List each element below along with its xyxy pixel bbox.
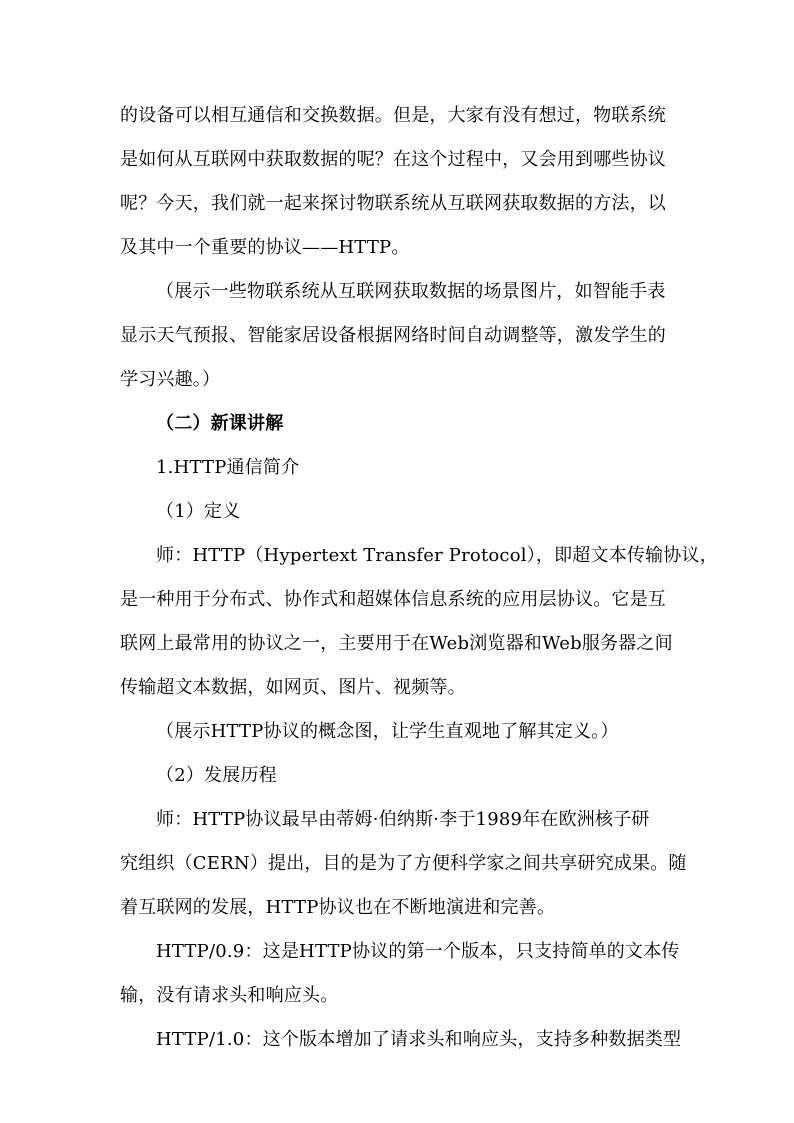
definition-title: （1）定义: [156, 501, 241, 522]
subsection-title: 1.HTTP通信简介: [156, 457, 300, 478]
intro-line-4: 及其中一个重要的协议——HTTP。: [120, 237, 410, 258]
note2-line: （展示HTTP协议的概念图，让学生直观地了解其定义。）: [156, 721, 619, 742]
history-line-3: 着互联网的发展，HTTP协议也在不断地演进和完善。: [120, 897, 556, 918]
note1-line-3: 学习兴趣。）: [120, 369, 221, 390]
http10-line-1: HTTP/1.0：这个版本增加了请求头和响应头，支持多种数据类型: [156, 1029, 682, 1050]
section-heading: （二）新课讲解: [156, 413, 284, 434]
http09-line-2: 输，没有请求头和响应头。: [120, 985, 339, 1006]
definition-line-4: 传输超文本数据，如网页、图片、视频等。: [120, 677, 466, 698]
note1-line-2: 显示天气预报、智能家居设备根据网络时间自动调整等，激发学生的: [120, 325, 666, 346]
history-title: （2）发展历程: [156, 765, 277, 786]
intro-line-3: 呢？今天，我们就一起来探讨物联系统从互联网获取数据的方法，以: [120, 193, 666, 214]
definition-line-2: 是一种用于分布式、协作式和超媒体信息系统的应用层协议。它是互: [120, 589, 666, 610]
intro-line-1: 的设备可以相互通信和交换数据。但是，大家有没有想过，物联系统: [120, 105, 666, 126]
history-line-1: 师：HTTP协议最早由蒂姆·伯纳斯·李于1989年在欧洲核子研: [156, 809, 650, 830]
intro-line-2: 是如何从互联网中获取数据的呢？在这个过程中，又会用到哪些协议: [120, 149, 666, 170]
definition-line-1: 师：HTTP（Hypertext Transfer Protocol），即超文本传输协议，: [156, 545, 718, 566]
note1-line-1: （展示一些物联系统从互联网获取数据的场景图片，如智能手表: [156, 281, 666, 302]
http09-line-1: HTTP/0.9：这是HTTP协议的第一个版本，只支持简单的文本传: [156, 941, 680, 962]
definition-line-3: 联网上最常用的协议之一，主要用于在Web浏览器和Web服务器之间: [120, 633, 673, 654]
history-line-2: 究组织（CERN）提出，目的是为了方便科学家之间共享研究成果。随: [120, 853, 687, 874]
